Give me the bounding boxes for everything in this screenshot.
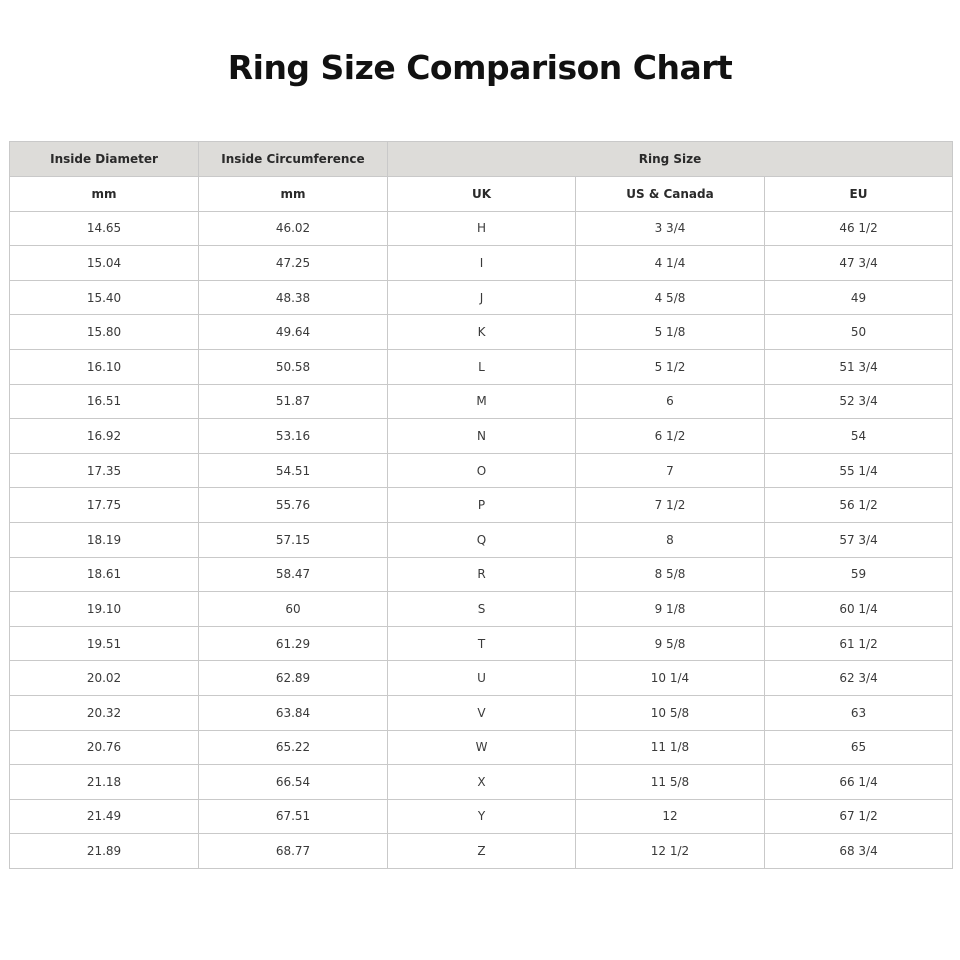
cell-us-canada-size: 4 5/8	[576, 280, 765, 315]
cell-circumference: 50.58	[199, 349, 388, 384]
cell-uk-size: L	[388, 349, 576, 384]
cell-uk-size: J	[388, 280, 576, 315]
header-inside-circumference: Inside Circumference	[199, 142, 388, 177]
cell-circumference: 49.64	[199, 315, 388, 350]
cell-diameter: 20.76	[10, 730, 199, 765]
header-circumference-unit: mm	[199, 177, 388, 212]
cell-eu-size: 60 1/4	[765, 592, 953, 627]
cell-uk-size: P	[388, 488, 576, 523]
table-row	[10, 626, 953, 661]
cell-eu-size: 55 1/4	[765, 453, 953, 488]
table-row	[10, 488, 953, 523]
cell-circumference: 47.25	[199, 246, 388, 281]
cell-circumference: 55.76	[199, 488, 388, 523]
cell-diameter: 17.75	[10, 488, 199, 523]
header-group-row	[10, 142, 953, 177]
cell-circumference: 53.16	[199, 419, 388, 454]
cell-eu-size: 50	[765, 315, 953, 350]
header-ring-size: Ring Size	[388, 142, 953, 177]
header-uk: UK	[388, 177, 576, 212]
cell-diameter: 16.10	[10, 349, 199, 384]
cell-diameter: 20.02	[10, 661, 199, 696]
table-row	[10, 730, 953, 765]
header-eu: EU	[765, 177, 953, 212]
cell-eu-size: 57 3/4	[765, 522, 953, 557]
table-row	[10, 280, 953, 315]
cell-us-canada-size: 5 1/8	[576, 315, 765, 350]
cell-us-canada-size: 10 5/8	[576, 695, 765, 730]
cell-uk-size: I	[388, 246, 576, 281]
header-diameter-unit: mm	[10, 177, 199, 212]
cell-uk-size: T	[388, 626, 576, 661]
cell-eu-size: 61 1/2	[765, 626, 953, 661]
cell-us-canada-size: 3 3/4	[576, 211, 765, 246]
cell-eu-size: 68 3/4	[765, 834, 953, 869]
cell-diameter: 17.35	[10, 453, 199, 488]
table-row	[10, 246, 953, 281]
cell-uk-size: Q	[388, 522, 576, 557]
header-inside-diameter: Inside Diameter	[10, 142, 199, 177]
cell-us-canada-size: 8 5/8	[576, 557, 765, 592]
cell-diameter: 19.51	[10, 626, 199, 661]
cell-uk-size: X	[388, 765, 576, 800]
cell-diameter: 16.51	[10, 384, 199, 419]
table-body	[10, 211, 953, 868]
cell-eu-size: 56 1/2	[765, 488, 953, 523]
table-row	[10, 419, 953, 454]
cell-circumference: 65.22	[199, 730, 388, 765]
cell-uk-size: Y	[388, 799, 576, 834]
cell-uk-size: W	[388, 730, 576, 765]
cell-uk-size: U	[388, 661, 576, 696]
cell-eu-size: 52 3/4	[765, 384, 953, 419]
table-row	[10, 522, 953, 557]
cell-us-canada-size: 7 1/2	[576, 488, 765, 523]
cell-us-canada-size: 12 1/2	[576, 834, 765, 869]
cell-circumference: 66.54	[199, 765, 388, 800]
cell-diameter: 15.80	[10, 315, 199, 350]
cell-us-canada-size: 10 1/4	[576, 661, 765, 696]
cell-eu-size: 65	[765, 730, 953, 765]
ring-size-table	[9, 141, 953, 869]
table-row	[10, 834, 953, 869]
cell-eu-size: 66 1/4	[765, 765, 953, 800]
table-row	[10, 453, 953, 488]
cell-us-canada-size: 6 1/2	[576, 419, 765, 454]
header-us-canada: US & Canada	[576, 177, 765, 212]
cell-us-canada-size: 5 1/2	[576, 349, 765, 384]
cell-diameter: 19.10	[10, 592, 199, 627]
cell-diameter: 21.89	[10, 834, 199, 869]
cell-us-canada-size: 8	[576, 522, 765, 557]
cell-eu-size: 62 3/4	[765, 661, 953, 696]
cell-diameter: 15.04	[10, 246, 199, 281]
cell-uk-size: V	[388, 695, 576, 730]
table-row	[10, 315, 953, 350]
cell-circumference: 60	[199, 592, 388, 627]
cell-circumference: 68.77	[199, 834, 388, 869]
cell-uk-size: K	[388, 315, 576, 350]
table-row	[10, 765, 953, 800]
cell-uk-size: H	[388, 211, 576, 246]
cell-diameter: 18.19	[10, 522, 199, 557]
cell-eu-size: 67 1/2	[765, 799, 953, 834]
table-row	[10, 557, 953, 592]
cell-eu-size: 59	[765, 557, 953, 592]
cell-us-canada-size: 4 1/4	[576, 246, 765, 281]
table-header	[10, 142, 953, 212]
cell-circumference: 67.51	[199, 799, 388, 834]
cell-uk-size: N	[388, 419, 576, 454]
cell-us-canada-size: 6	[576, 384, 765, 419]
cell-uk-size: M	[388, 384, 576, 419]
cell-circumference: 51.87	[199, 384, 388, 419]
cell-circumference: 61.29	[199, 626, 388, 661]
cell-diameter: 16.92	[10, 419, 199, 454]
cell-eu-size: 49	[765, 280, 953, 315]
table-row	[10, 661, 953, 696]
cell-eu-size: 47 3/4	[765, 246, 953, 281]
cell-circumference: 54.51	[199, 453, 388, 488]
table-row	[10, 592, 953, 627]
cell-circumference: 58.47	[199, 557, 388, 592]
cell-circumference: 46.02	[199, 211, 388, 246]
cell-eu-size: 63	[765, 695, 953, 730]
cell-circumference: 62.89	[199, 661, 388, 696]
cell-us-canada-size: 9 1/8	[576, 592, 765, 627]
header-unit-row	[10, 177, 953, 212]
cell-circumference: 48.38	[199, 280, 388, 315]
cell-circumference: 57.15	[199, 522, 388, 557]
table-row	[10, 384, 953, 419]
cell-us-canada-size: 7	[576, 453, 765, 488]
cell-us-canada-size: 11 1/8	[576, 730, 765, 765]
cell-diameter: 18.61	[10, 557, 199, 592]
cell-eu-size: 51 3/4	[765, 349, 953, 384]
cell-diameter: 14.65	[10, 211, 199, 246]
cell-diameter: 21.49	[10, 799, 199, 834]
cell-uk-size: Z	[388, 834, 576, 869]
cell-diameter: 15.40	[10, 280, 199, 315]
cell-circumference: 63.84	[199, 695, 388, 730]
cell-uk-size: R	[388, 557, 576, 592]
cell-us-canada-size: 11 5/8	[576, 765, 765, 800]
cell-eu-size: 46 1/2	[765, 211, 953, 246]
cell-diameter: 21.18	[10, 765, 199, 800]
cell-us-canada-size: 9 5/8	[576, 626, 765, 661]
cell-uk-size: S	[388, 592, 576, 627]
table-row	[10, 799, 953, 834]
cell-uk-size: O	[388, 453, 576, 488]
table-row	[10, 349, 953, 384]
page-title: Ring Size Comparison Chart	[227, 48, 733, 87]
cell-diameter: 20.32	[10, 695, 199, 730]
table-row	[10, 211, 953, 246]
table-row	[10, 695, 953, 730]
cell-us-canada-size: 12	[576, 799, 765, 834]
cell-eu-size: 54	[765, 419, 953, 454]
